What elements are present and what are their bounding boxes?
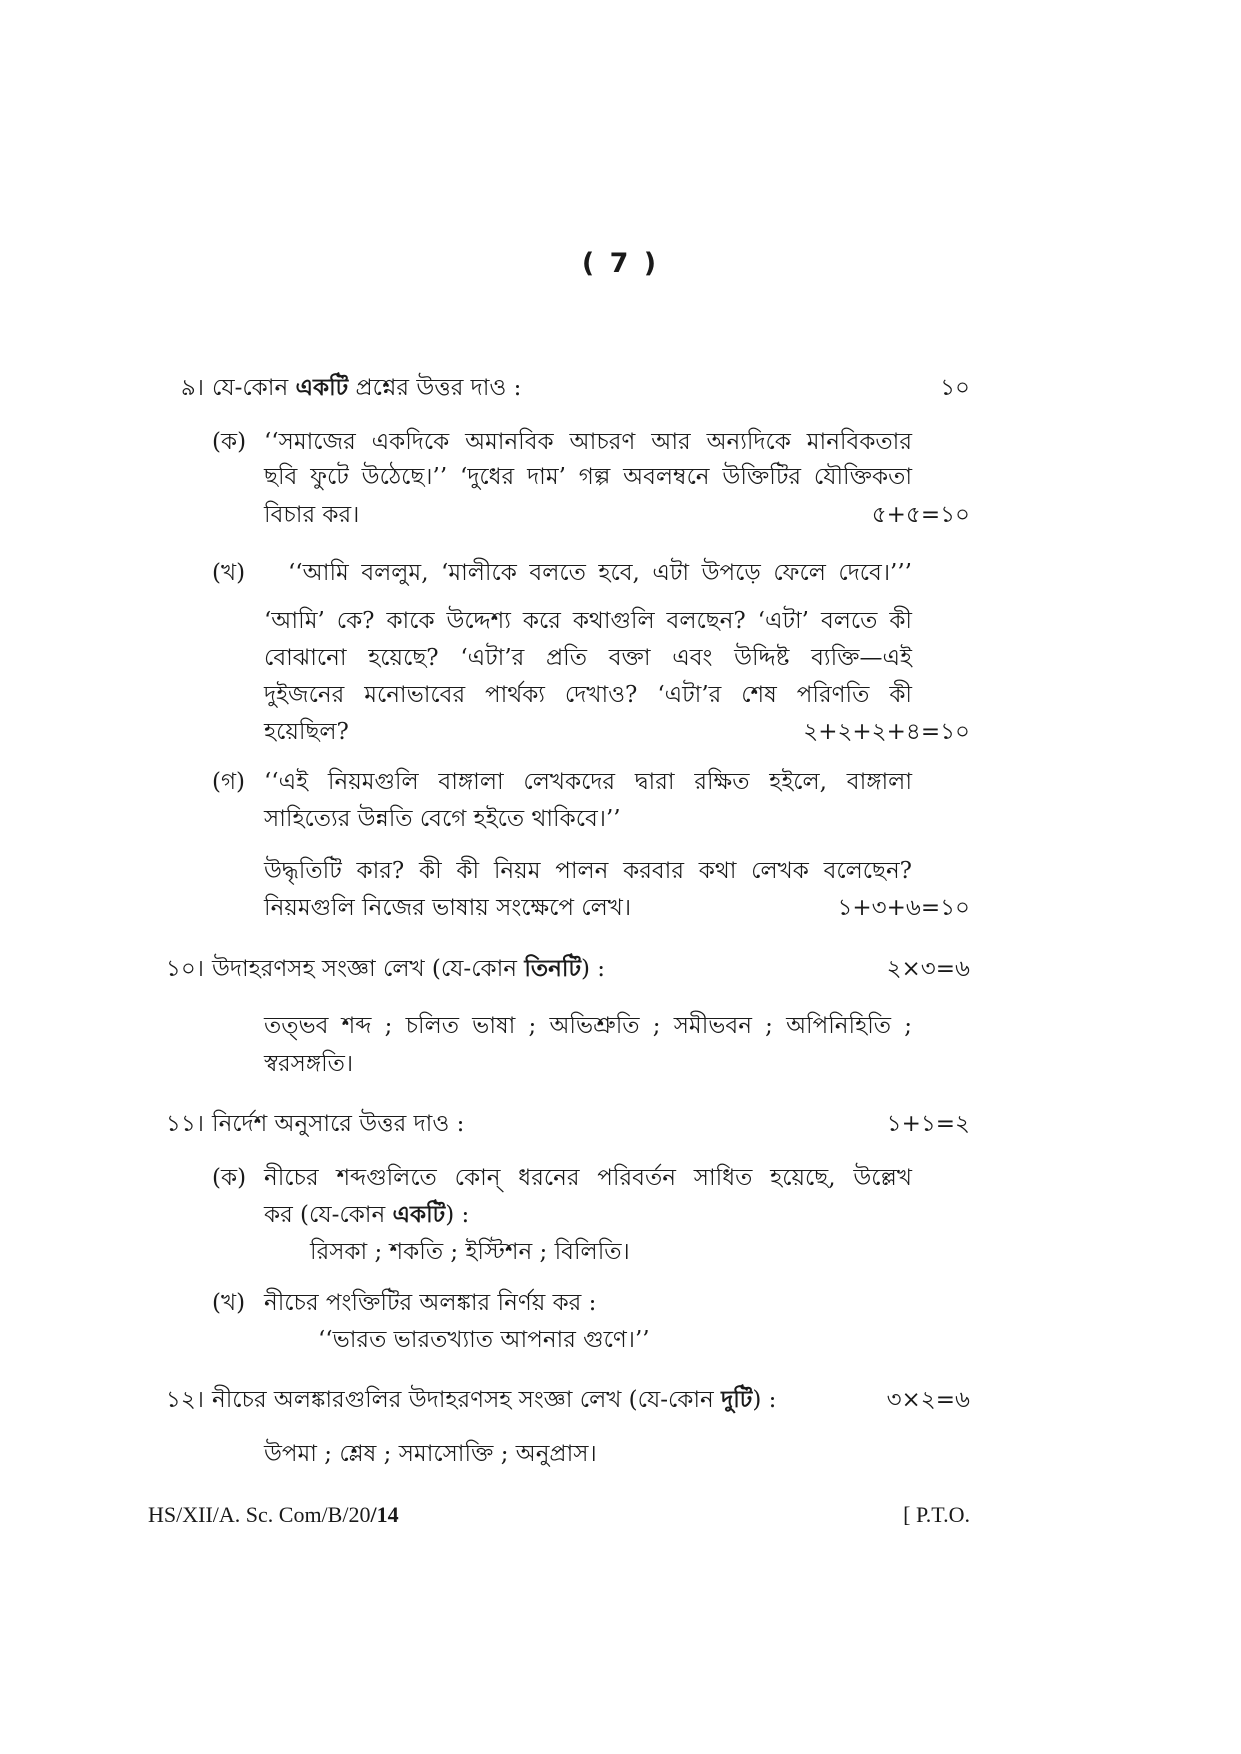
q11-number: ১১।	[165, 1111, 204, 1137]
q11-marks: ১+১=২	[886, 1111, 970, 1137]
q11-kha-line1: নীচের পংক্তিটির অলঙ্কার নির্ণয় কর :	[264, 1290, 597, 1316]
q9-kha-line3: দুইজনের মনোভাবের পার্থক্য দেখাও? ‘এটা’র শেষ পরিণতি কী	[264, 682, 912, 708]
q9-kha-line4: হয়েছিল?	[264, 719, 349, 745]
q10-marks: ২×৩=৬	[886, 956, 970, 982]
q9-ga-label: (গ)	[212, 769, 246, 795]
q11-kha-label: (খ)	[212, 1290, 246, 1316]
q9-ka-marks: ৫+৫=১০	[871, 502, 970, 528]
q12-instruction: নীচের অলঙ্কারগুলির উদাহরণসহ সংজ্ঞা লেখ (যে-কোন দুটি) :	[212, 1386, 777, 1413]
q9-ka-line1: ‘‘সমাজের একদিকে অমানবিক আচরণ আর অন্যদিকে মানবিকতার	[264, 429, 912, 455]
q9-ka-line2: ছবি ফুটে উঠেছে।’’ ‘দুধের দাম’ গল্প অবলম্বনে উক্তিটির যৌক্তিকতা	[264, 464, 912, 490]
q11-ka-line1: নীচের শব্দগুলিতে কোন্ ধরনের পরিবর্তন সাধিত হয়েছে, উল্লেখ	[264, 1165, 912, 1191]
page-number: ( 7 )	[581, 248, 660, 279]
q9-ka-label: (ক)	[212, 429, 247, 455]
q9-number: ৯।	[180, 375, 204, 401]
q9-kha-label: (খ)	[212, 560, 246, 586]
q12-marks: ৩×২=৬	[886, 1387, 970, 1413]
q10-terms-line1: তত্ভব শব্দ ; চলিত ভাষা ; অভিশ্রুতি ; সমীভবন ; অপিনিহিতি ;	[264, 1013, 912, 1039]
q9-ga-line1: ‘‘এই নিয়মগুলি বাঙ্গালা লেখকদের দ্বারা রক্ষিত হইলে, বাঙ্গালা	[264, 769, 912, 795]
q9-kha-line2: বোঝানো হয়েছে? ‘এটা’র প্রতি বক্তা এবং উদ্দিষ্ট ব্যক্তি—এই	[264, 645, 912, 671]
q9-ga-line2: সাহিত্যের উন্নতি বেগে হইতে থাকিবে।’’	[264, 806, 621, 832]
q9-ga-line3: উদ্ধৃতিটি কার? কী কী নিয়ম পালন করবার কথা লেখক বলেছেন?	[264, 858, 912, 884]
q11-instruction: নির্দেশ অনুসারে উত্তর দাও :	[212, 1111, 465, 1137]
footer-pto: [ P.T.O.	[903, 1502, 970, 1527]
q9-ga-marks: ১+৩+৬=১০	[837, 895, 970, 921]
q11-ka-words: রিসকা ; শকতি ; ইস্টিশন ; বিলিতি।	[310, 1239, 630, 1265]
q9-kha-quote: ‘‘আমি বললুম, ‘মালীকে বলতে হবে, এটা উপড়ে ফেলে দেবে।’’’	[288, 560, 912, 586]
q12-terms: উপমা ; শ্লেষ ; সমাসোক্তি ; অনুপ্রাস।	[264, 1441, 597, 1467]
q10-terms-line2: স্বরসঙ্গতি।	[264, 1051, 354, 1077]
q11-ka-label: (ক)	[212, 1165, 247, 1191]
q9-ka-line3: বিচার কর।	[264, 502, 360, 528]
q11-ka-line2: কর (যে-কোন একটি) :	[264, 1201, 470, 1228]
q12-number: ১২।	[165, 1387, 204, 1413]
q11-kha-quote: ‘‘ভারত ভারতখ্যাত আপনার গুণে।’’	[318, 1327, 650, 1353]
q9-kha-line1: ‘আমি’ কে? কাকে উদ্দেশ্য করে কথাগুলি বলছেন? ‘এটা’ বলতে কী	[264, 608, 912, 634]
q9-marks: ১০	[940, 375, 970, 401]
q9-kha-marks: ২+২+২+৪=১০	[803, 719, 970, 745]
q9-ga-line4: নিয়মগুলি নিজের ভাষায় সংক্ষেপে লেখ।	[264, 895, 632, 921]
q9-instruction: যে-কোন একটি প্রশ্নের উত্তর দাও :	[212, 374, 522, 401]
q10-instruction: উদাহরণসহ সংজ্ঞা লেখ (যে-কোন তিনটি) :	[212, 955, 606, 982]
q10-number: ১০।	[165, 956, 204, 982]
footer-paper-code: HS/XII/A. Sc. Com/B/20/14	[148, 1502, 399, 1527]
